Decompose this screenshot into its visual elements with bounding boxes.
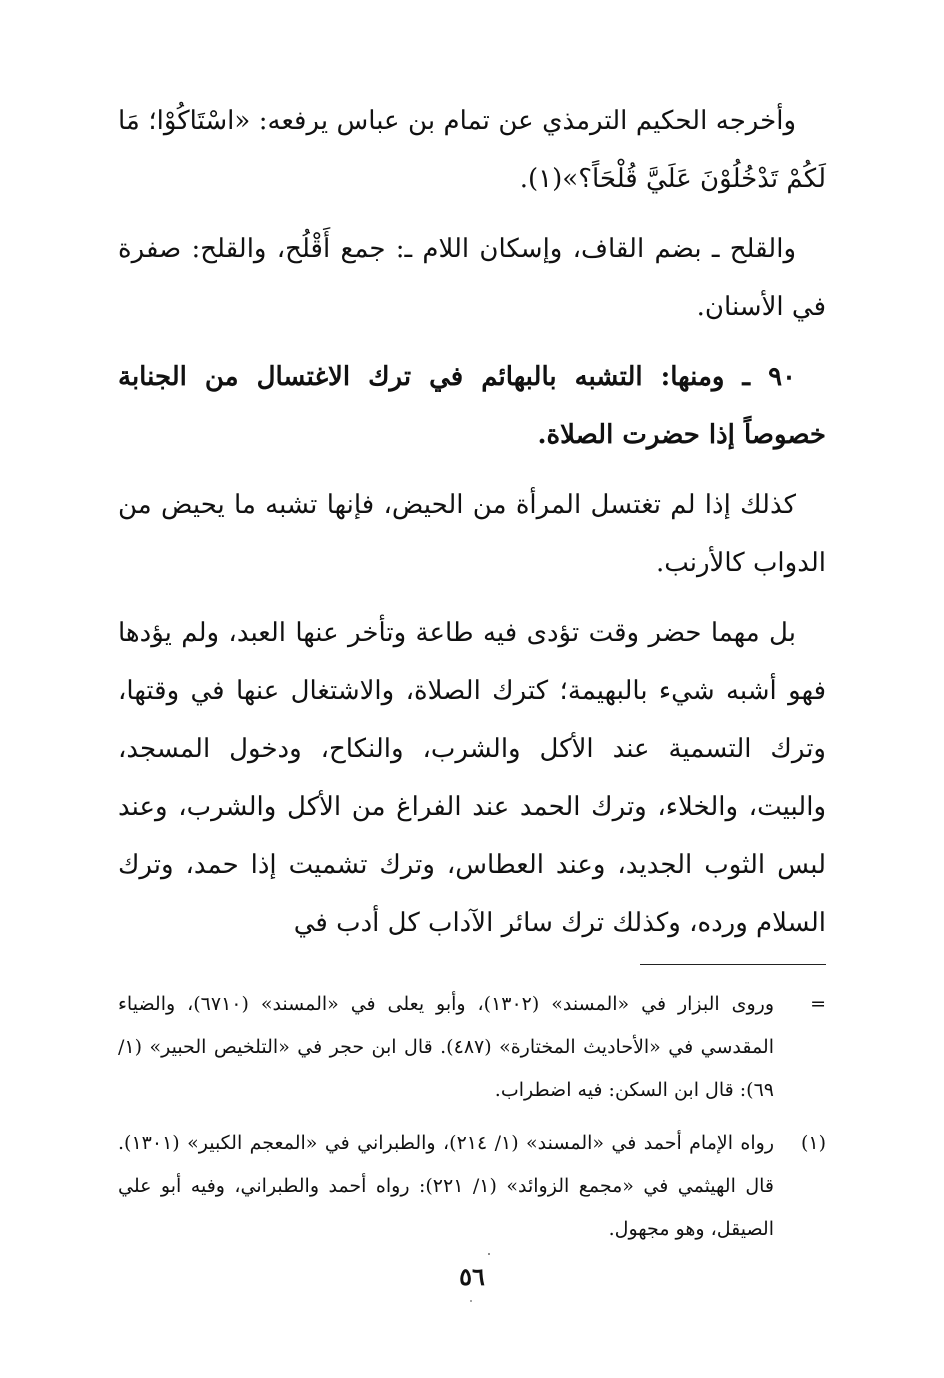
paragraph-qalah-definition: والقلح ـ بضم القاف، وإسكان اللام ـ: جمع أَقْلُح، والقلح: صفرة في الأسنان. [118, 234, 826, 322]
footnote-text: رواه الإمام أحمد في «المسند» (١/ ٢١٤)، والطبراني في «المعجم الكبير» (١٣٠١). قال الهيثمي في «مجمع الزوائد» (١/ ٢٢١): رواه أحمد والطبراني، وفيه أبو علي الصيقل، وهو مجهول. [118, 1132, 774, 1240]
paragraph-obedience-delay: بل مهما حضر وقت تؤدى فيه طاعة وتأخر عنها العبد، ولم يؤدها فهو أشبه شيء بالبهيمة؛ كترك الصلاة، والاشتغال عنها في وقتها، وترك التسمية عند الأكل والشرب، والنكاح، ودخول المسجد، والبيت، والخلاء، وترك الحمد عند الفراغ من الأكل والشرب، وعند لبس الثوب الجديد، وعند العطاس، وترك تشميت إذا حمد، وترك السلام ورده، وكذلك ترك سائر الآداب كل أدب في [118, 618, 826, 938]
scan-speck [488, 1253, 490, 1255]
footnote-1 [118, 1122, 826, 1251]
footnote-number: (١) [800, 1132, 826, 1154]
page-number: ٥٦ [459, 1262, 485, 1291]
page-content [118, 92, 826, 1261]
paragraph-hakim-narration: وأخرجه الحكيم الترمذي عن تمام بن عباس يرفعه: «اسْتَاكُوْا؛ مَا لَكُمْ تَدْخُلُوْنَ عَلَيَّ قُلْحَاً؟»(١). [118, 106, 826, 194]
footnote-text: وروى البزار في «المسند» (١٣٠٢)، وأبو يعلى في «المسند» (٦٧١٠)، والضياء المقدسي في «الأحاديث المختارة» (٤٨٧). قال ابن حجر في «التلخيص الحبير» (١/ ٦٩): قال ابن السكن: فيه اضطراب. [118, 993, 774, 1101]
section-heading-90: ٩٠ ـ ومنها: التشبه بالبهائم في ترك الاغتسال من الجنابة خصوصاً إذا حضرت الصلاة. [118, 362, 826, 450]
paragraph-menstruation: كذلك إذا لم تغتسل المرأة من الحيض، فإنها تشبه ما يحيض من الدواب كالأرنب. [118, 490, 826, 578]
footnote-continued [118, 983, 826, 1112]
footnote-separator [640, 964, 826, 965]
footnote-continuation-mark: = [810, 993, 826, 1015]
scan-speck [470, 1300, 472, 1302]
